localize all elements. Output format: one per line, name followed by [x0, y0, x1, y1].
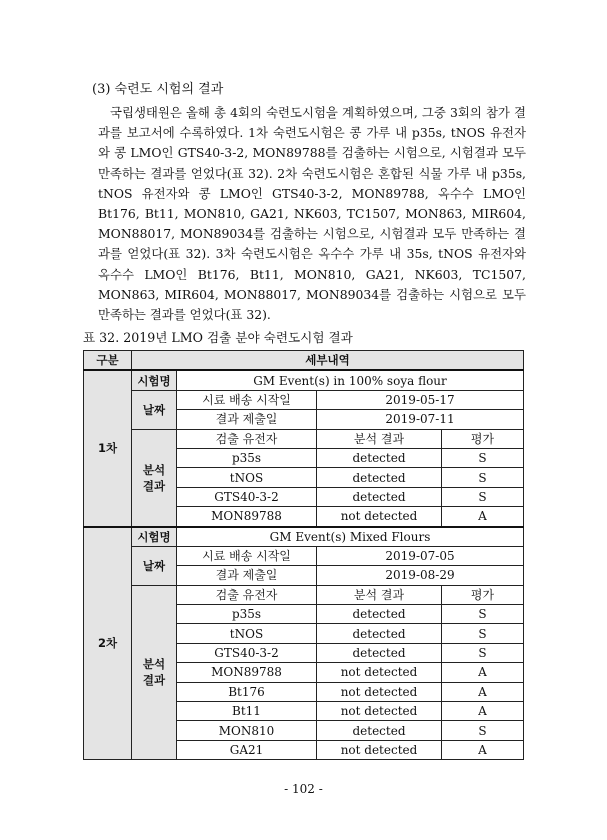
gene-cell: tNOS [177, 624, 317, 643]
analysis-label: 분석 결과 [132, 585, 177, 760]
test-name-row [84, 527, 524, 547]
ship-date-row [84, 546, 524, 565]
eval-cell: A [442, 663, 524, 682]
eval-cell: S [442, 624, 524, 643]
submit-date: 2019-08-29 [317, 566, 524, 585]
result-cell: detected [317, 605, 442, 624]
eval-cell: A [442, 682, 524, 701]
table-header-row [84, 351, 524, 371]
page-number: - 102 - [284, 782, 323, 796]
col-result-header: 분석 결과 [317, 585, 442, 604]
results-header-row [84, 429, 524, 448]
submit-date-label: 결과 제출일 [177, 410, 317, 429]
eval-cell: A [442, 507, 524, 527]
test-name: GM Event(s) in 100% soya flour [177, 370, 524, 390]
header-detail: 세부내역 [132, 351, 524, 371]
eval-cell: A [442, 740, 524, 759]
gene-cell: MON810 [177, 721, 317, 740]
test-name-label: 시험명 [132, 370, 177, 390]
test-name-row [84, 370, 524, 390]
result-cell: detected [317, 468, 442, 487]
submit-date-label: 결과 제출일 [177, 566, 317, 585]
gene-cell: p35s [177, 605, 317, 624]
analysis-label: 분석 결과 [132, 429, 177, 526]
col-gene-header: 검출 유전자 [177, 429, 317, 448]
gene-cell: tNOS [177, 468, 317, 487]
paragraph-text: 국립생태원은 올해 총 4회의 숙련도시험을 계획하였으며, 그중 3회의 참가 결과를 보고서에 수록하였다. 1차 숙련도시험은 콩 가루 내 p35s, tNOS 유전자와 콩 LMO인 GTS40-3-2, MON89788를 검출하는 시험으로, 시험결과 모두 만족하는 결과를 얻었다(표 32). 2차 숙련도시험은 혼합된 식물 가루 내 p35s, tNOS 유전자와 콩 LMO인 GTS40-3-2, MON89788, 옥수수 LMO인 Bt176, Bt11, MON810, GA21, NK603, TC1507, MON863, MIR604, MON88017, MON89034를 검출하는 시험으로, 시험결과 모두 만족하는 결과를 얻었다(표 32). 3차 숙련도시험은 옥수수 가루 내 35s, tNOS 유전자와 옥수수 LMO인 Bt176, Bt11, MON810, GA21, NK603, TC1507, MON863, MIR604, MON88017, MON89034를 검출하는 시험으로 모두 만족하는 결과를 얻었다(표 32). [98, 105, 526, 323]
result-cell: detected [317, 487, 442, 506]
result-cell: detected [317, 448, 442, 467]
date-label: 날짜 [132, 546, 177, 585]
eval-cell: A [442, 702, 524, 721]
gene-cell: GTS40-3-2 [177, 487, 317, 506]
round-label: 2차 [84, 527, 132, 760]
eval-cell: S [442, 487, 524, 506]
ship-date: 2019-05-17 [317, 390, 524, 409]
col-gene-header: 검출 유전자 [177, 585, 317, 604]
results-header-row [84, 585, 524, 604]
round-label: 1차 [84, 370, 132, 526]
result-cell: not detected [317, 663, 442, 682]
test-name: GM Event(s) Mixed Flours [177, 527, 524, 547]
gene-cell: GA21 [177, 740, 317, 759]
proficiency-results-table [83, 350, 524, 760]
result-cell: detected [317, 643, 442, 662]
col-eval-header: 평가 [442, 429, 524, 448]
ship-date-row [84, 390, 524, 409]
col-result-header: 분석 결과 [317, 429, 442, 448]
eval-cell: S [442, 605, 524, 624]
header-group: 구분 [84, 351, 132, 371]
body-paragraph [98, 103, 526, 325]
result-cell: detected [317, 721, 442, 740]
result-cell: not detected [317, 702, 442, 721]
gene-cell: MON89788 [177, 507, 317, 527]
table-caption: 표 32. 2019년 LMO 검출 분야 숙련도시험 결과 [83, 330, 353, 345]
result-cell: not detected [317, 682, 442, 701]
eval-cell: S [442, 448, 524, 467]
gene-cell: p35s [177, 448, 317, 467]
gene-cell: Bt11 [177, 702, 317, 721]
eval-cell: S [442, 643, 524, 662]
gene-cell: Bt176 [177, 682, 317, 701]
ship-date: 2019-07-05 [317, 546, 524, 565]
ship-date-label: 시료 배송 시작일 [177, 390, 317, 409]
result-cell: not detected [317, 507, 442, 527]
section-heading: (3) 숙련도 시험의 결과 [92, 82, 224, 97]
eval-cell: S [442, 468, 524, 487]
ship-date-label: 시료 배송 시작일 [177, 546, 317, 565]
submit-date: 2019-07-11 [317, 410, 524, 429]
test-name-label: 시험명 [132, 527, 177, 547]
gene-cell: MON89788 [177, 663, 317, 682]
result-cell: detected [317, 624, 442, 643]
gene-cell: GTS40-3-2 [177, 643, 317, 662]
date-label: 날짜 [132, 390, 177, 429]
col-eval-header: 평가 [442, 585, 524, 604]
result-cell: not detected [317, 740, 442, 759]
eval-cell: S [442, 721, 524, 740]
